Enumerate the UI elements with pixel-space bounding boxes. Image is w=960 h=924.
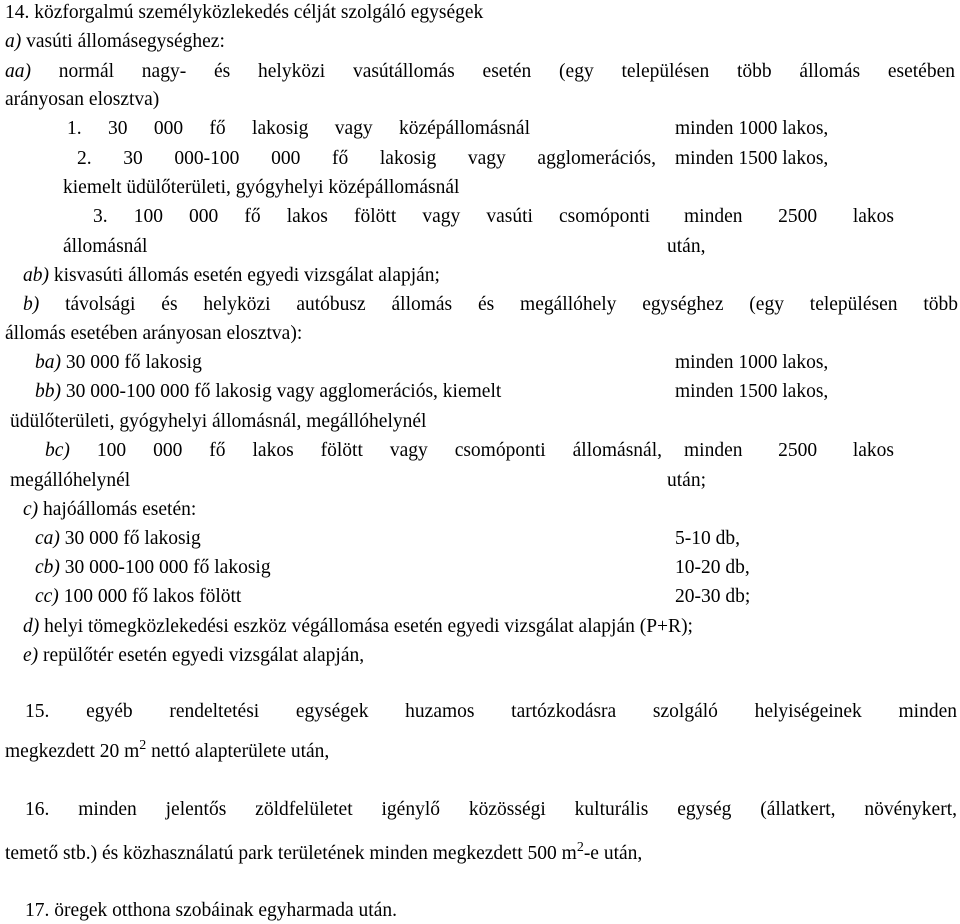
item-15-line-2-end: nettó alapterülete után,	[146, 741, 330, 762]
item-15-line-1: 15. egyéb rendeltetési egységek huzamos tartózkodásra szolgáló helyiségeinek minden	[25, 701, 957, 722]
item-14b-text-1: távolsági és helyközi autóbusz állomás és megállóhely egységhez (egy településen több	[39, 294, 958, 315]
ship-row-ca-marker: ca)	[35, 528, 60, 549]
item-14ab-text: kisvasúti állomás esetén egyedi vizsgálat alapján;	[49, 265, 440, 286]
item-14e-text: repülőtér esetén egyedi vizsgálat alapján,	[38, 645, 365, 666]
item-16-line-2-end: -e után,	[583, 843, 643, 864]
bus-row-bb-cont: üdülőterületi, gyógyhelyi állomásnál, megállóhelynél	[10, 411, 427, 432]
item-14c-marker: c)	[23, 499, 39, 520]
item-14e-line	[23, 646, 364, 666]
ship-row-cc	[35, 587, 241, 607]
item-14d-marker: d)	[23, 616, 40, 637]
item-16-line-1: 16. minden jelentős zöldfelületet igénylő közösségi kulturális egység (állatkert, növénykert,	[25, 799, 957, 820]
item-14aa-text-1: normál nagy- és helyközi vasútállomás esetén (egy településen több állomás esetében	[31, 61, 955, 82]
item-16-superscript: 2	[576, 840, 584, 855]
item-15-line-2	[5, 738, 330, 762]
ship-row-cc-marker: cc)	[35, 586, 59, 607]
item-14b-line-2: állomás esetében arányosan elosztva):	[5, 323, 303, 344]
item-14a-line	[5, 32, 225, 52]
item-14d-text: helyi tömegközlekedési eszköz végállomása esetén egyedi vizsgálat alapján (P+R);	[39, 616, 693, 637]
item-14a-marker: a)	[5, 31, 22, 52]
ship-row-ca-right: 5-10 db,	[675, 528, 740, 549]
rail-row-2-cont: kiemelt üdülőterületi, gyógyhelyi középállomásnál	[63, 177, 460, 198]
item-14aa-line-2: arányosan elosztva)	[5, 89, 160, 110]
rail-row-3-right: minden 2500 lakos	[684, 206, 894, 227]
rail-row-2-right: minden 1500 lakos,	[675, 148, 829, 169]
ship-row-cb-text: 30 000-100 000 fő lakosig	[59, 557, 271, 578]
rail-row-2-left: 2. 30 000-100 000 fő lakosig vagy agglomerációs,	[77, 148, 656, 169]
item-14d-line	[23, 617, 693, 637]
item-16-line-2-start: temető stb.) és közhasználatú park területének minden megkezdett 500 m	[5, 843, 577, 864]
item-14-heading: 14. közforgalmú személyközlekedés célját szolgáló egységek	[5, 2, 484, 23]
rail-row-3-right-cont: után,	[667, 236, 706, 257]
ship-row-cc-text: 100 000 fő lakos fölött	[58, 586, 242, 607]
bus-row-bc-marker: bc)	[45, 440, 70, 461]
bus-row-bc-text: 100 000 fő lakos fölött vagy csomóponti állomásnál,	[69, 440, 662, 461]
item-15-superscript: 2	[139, 738, 147, 753]
bus-row-ba-right: minden 1000 lakos,	[675, 352, 829, 373]
item-14e-marker: e)	[23, 645, 39, 666]
ship-row-ca	[35, 529, 201, 549]
item-14b-marker: b)	[23, 294, 40, 315]
item-14b-line-1	[23, 295, 958, 315]
item-14aa-line-1	[5, 62, 955, 82]
item-14a-text: vasúti állomásegységhez:	[21, 31, 225, 52]
item-14c-text: hajóállomás esetén:	[38, 499, 197, 520]
bus-row-ba	[35, 353, 202, 373]
bus-row-bc-right-cont: után;	[667, 470, 706, 491]
bus-row-ba-text: 30 000 fő lakosig	[61, 352, 202, 373]
item-14ab-line	[23, 266, 440, 286]
item-14c-line	[23, 500, 196, 520]
bus-row-bb-marker: bb)	[35, 381, 61, 402]
rail-row-3-cont: állomásnál	[63, 236, 148, 257]
item-17-line: 17. öregek otthona szobáinak egyharmada után.	[25, 900, 397, 921]
bus-row-ba-marker: ba)	[35, 352, 61, 373]
rail-row-1-left: 1. 30 000 fő lakosig vagy középállomásnál	[67, 118, 530, 139]
ship-row-cc-right: 20-30 db;	[675, 586, 751, 607]
ship-row-cb-right: 10-20 db,	[675, 557, 750, 578]
item-14aa-marker: aa)	[5, 61, 31, 82]
bus-row-bc-right: minden 2500 lakos	[684, 440, 894, 461]
bus-row-bc-cont: megállóhelynél	[10, 470, 131, 491]
item-16-line-2	[5, 840, 643, 864]
item-15-line-2-start: megkezdett 20 m	[5, 741, 140, 762]
item-14ab-marker: ab)	[23, 265, 49, 286]
ship-row-cb	[35, 558, 271, 578]
rail-row-1-right: minden 1000 lakos,	[675, 118, 829, 139]
ship-row-ca-text: 30 000 fő lakosig	[59, 528, 201, 549]
ship-row-cb-marker: cb)	[35, 557, 60, 578]
bus-row-bb-right: minden 1500 lakos,	[675, 381, 829, 402]
bus-row-bc	[45, 441, 662, 461]
bus-row-bb-text: 30 000-100 000 fő lakosig vagy agglomerációs, kiemelt	[61, 381, 502, 402]
bus-row-bb	[35, 382, 501, 402]
rail-row-3-left: 3. 100 000 fő lakos fölött vagy vasúti csomóponti	[93, 206, 650, 227]
